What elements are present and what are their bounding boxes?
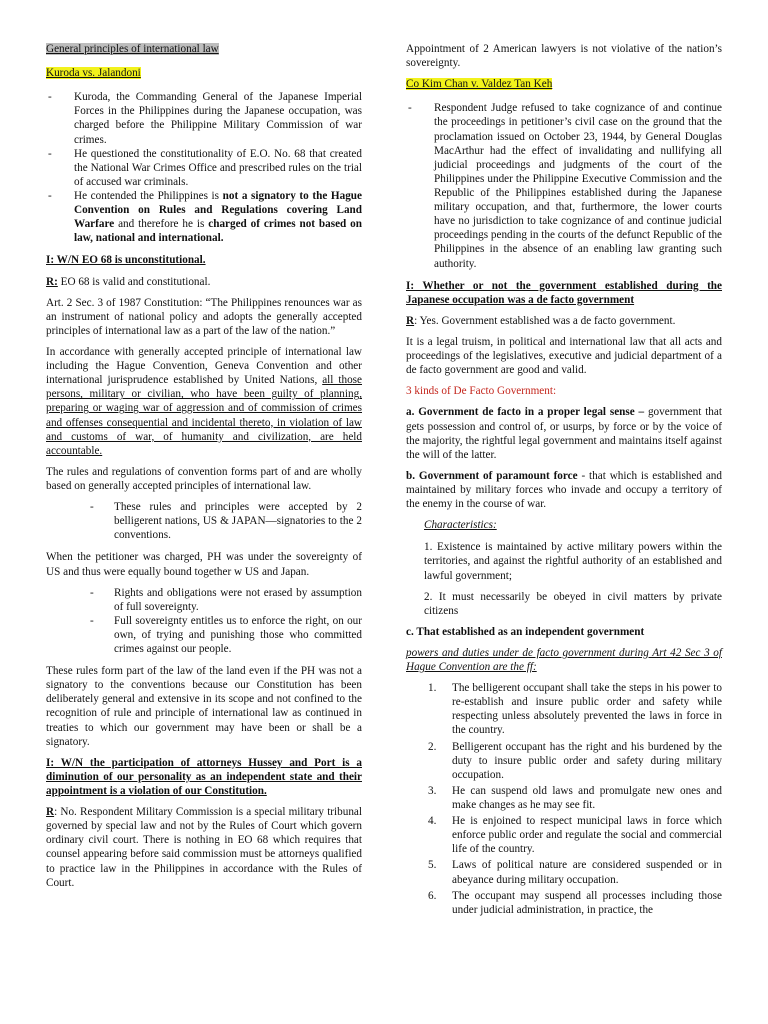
characteristic-1: 1. Existence is maintained by active military powers within the territories, and against the rightful authority of an established and lawful government; (424, 541, 722, 582)
list-item: 2. Belligerent occupant has the right and his burdened by the duty to insure public order and safety during military occupation. (428, 740, 722, 781)
powers-list (406, 681, 722, 917)
list-item: - Rights and obligations were not erased by assumption of full sovereignty. (46, 586, 362, 614)
truism-paragraph: It is a legal truism, in political and international law that all acts and proceedings of the legislatives, executive and judicial department of a de facto government are good and valid. (406, 335, 722, 377)
left-column (46, 42, 362, 897)
appointment-paragraph: Appointment of 2 American lawyers is not violative of the nation’s sovereignty. (406, 43, 722, 70)
list-item: 5. Laws of political nature are considered suspended or in abeyance during military occupation. (428, 859, 722, 886)
list-item: - Full sovereignty entitles us to enforce the right, on our own, of trying and punishing those who committed crimes against our people. (46, 614, 362, 656)
list-item: - He contended the Philippines is not a signatory to the Hague Convention on Rules and Regulations covering Land Warfare and therefore he is charged of crimes not based on law, national and international. (46, 189, 362, 245)
list-item: - Kuroda, the Commanding General of the Japanese Imperial Forces in the Philippines during the Japanese occupation, was charged before the Philippine Military Commission of war crimes. (46, 90, 362, 146)
ruling-2: R: No. Respondent Military Commission is a special military tribunal governed by special law and not by the Rules of Court which govern ordinary civil court. There is nothing in EO 68 which requires that counsel appearing before said commission must be attorneys qualified to practice law in the Philippines in accordance with the Rules of Court. (46, 806, 362, 889)
issue-3: I: Whether or not the government established during the Japanese occupation was a de facto government (406, 279, 722, 306)
ruling-3: R: Yes. Government established was a de facto government. (406, 314, 676, 327)
issue-2: I: W/N the participation of attorneys Hussey and Port is a diminution of our personality as an independent state and their appointment is a violation of our Constitution. (46, 756, 362, 798)
kind-c: c. That established as an independent government (406, 625, 645, 638)
list-item: 3. He can suspend old laws and promulgate new ones and make changes as he may see fit. (428, 784, 722, 812)
facts-list-2 (406, 101, 722, 270)
list-item: 4. He is enjoined to respect municipal laws in force which enforce public order and regulate the social and commercial life of the country. (428, 815, 722, 856)
kind-b: b. Government of paramount force - that which is established and maintained by military forces who invade and occupy a territory of the enemy in the course of war. (406, 469, 722, 511)
list-item: - Respondent Judge refused to take cognizance of and continue the proceedings in petitioner’s civil case on the ground that the proclamation issued on October 23, 1944, by General Douglas MacArthur had the effect of invalidating and nullifying all judicial proceedings and judgments of the court of the Philippines under the Philippine Executive Commission and the Republic of the Philippines established during the Japanese military occupation, and that, furthermore, the lower courts have no jurisdiction to take cognizance of and continue judicial proceedings pending in the courts of the defunct Republic of the Philippines in the absence of an enabling law granting such authority. (406, 101, 722, 270)
case-title-kuroda: Kuroda vs. Jalandoni (46, 67, 141, 80)
case-title-co-kim-chan: Co Kim Chan v. Valdez Tan Keh (406, 78, 553, 91)
these-rules-paragraph: These rules form part of the law of the land even if the PH was not a signatory to the conventions because our Constitution has been deliberately general and extensive in its scope and not confined to the recognition of rule and principle of international law as continued in treaties to which our government may have been or shall be a signatory. (46, 665, 362, 748)
petitioner-paragraph: When the petitioner was charged, PH was under the sovereignty of US and thus were equally bound together w US and Japan. (46, 551, 362, 578)
powers-heading: powers and duties under de facto government during Art 42 Sec 3 of Hague Convention are the ff: (406, 646, 722, 674)
issue-1: I: W/N EO 68 is unconstitutional. (46, 254, 206, 267)
section-title: General principles of international law (46, 43, 219, 55)
art2-quote: Art. 2 Sec. 3 of 1987 Constitution: “The Philippines renounces war as an instrument of national policy and adopts the generally accepted principles of international law as a part of the law of the nation.” (46, 296, 362, 337)
sub-list-2 (46, 586, 362, 657)
sub-list-1 (46, 500, 362, 542)
characteristic-2: 2. It must necessarily be obeyed in civil matters by private citizens (424, 590, 722, 617)
accordance-paragraph: In accordance with generally accepted principle of international law including the Hague Convention, Geneva Convention and other international jurisprudence established by United Nations, all those persons, military or civilian, who have been guilty of planning, preparing or waging war of aggression and of commission of crimes and offenses consequential and incidental thereto, in violation of law and customs of war, of humanity and civilization, are held accountable. (46, 345, 362, 457)
right-column (406, 42, 722, 919)
kind-a: a. Government de facto in a proper legal sense – government that gets possession and control of, or usurps, by force or by the voice of the majority, the rightful legal government and maintains itself against the will of the latter. (406, 406, 722, 461)
kinds-title: 3 kinds of De Facto Government: (406, 385, 557, 398)
list-item: 6. The occupant may suspend all processes including those under judicial administration, in practice, the (428, 889, 722, 916)
rules-paragraph: The rules and regulations of convention forms part of and are wholly based on generally accepted principles of international law. (46, 465, 362, 492)
list-item: 1. The belligerent occupant shall take the steps in his power to re-establish and insure public order and safety while respecting unless absolutely prevented the laws in force in the country. (428, 682, 722, 737)
ruling-1: R: EO 68 is valid and constitutional. (46, 275, 211, 288)
facts-list (46, 90, 362, 245)
characteristics-heading: Characteristics: (424, 519, 497, 532)
list-item: - He questioned the constitutionality of E.O. No. 68 that created the National War Crimes Office and prescribed rules on the trial of accused war criminals. (46, 147, 362, 189)
list-item: - These rules and principles were accepted by 2 belligerent nations, US & JAPAN—signatories to the 2 conventions. (46, 500, 362, 542)
